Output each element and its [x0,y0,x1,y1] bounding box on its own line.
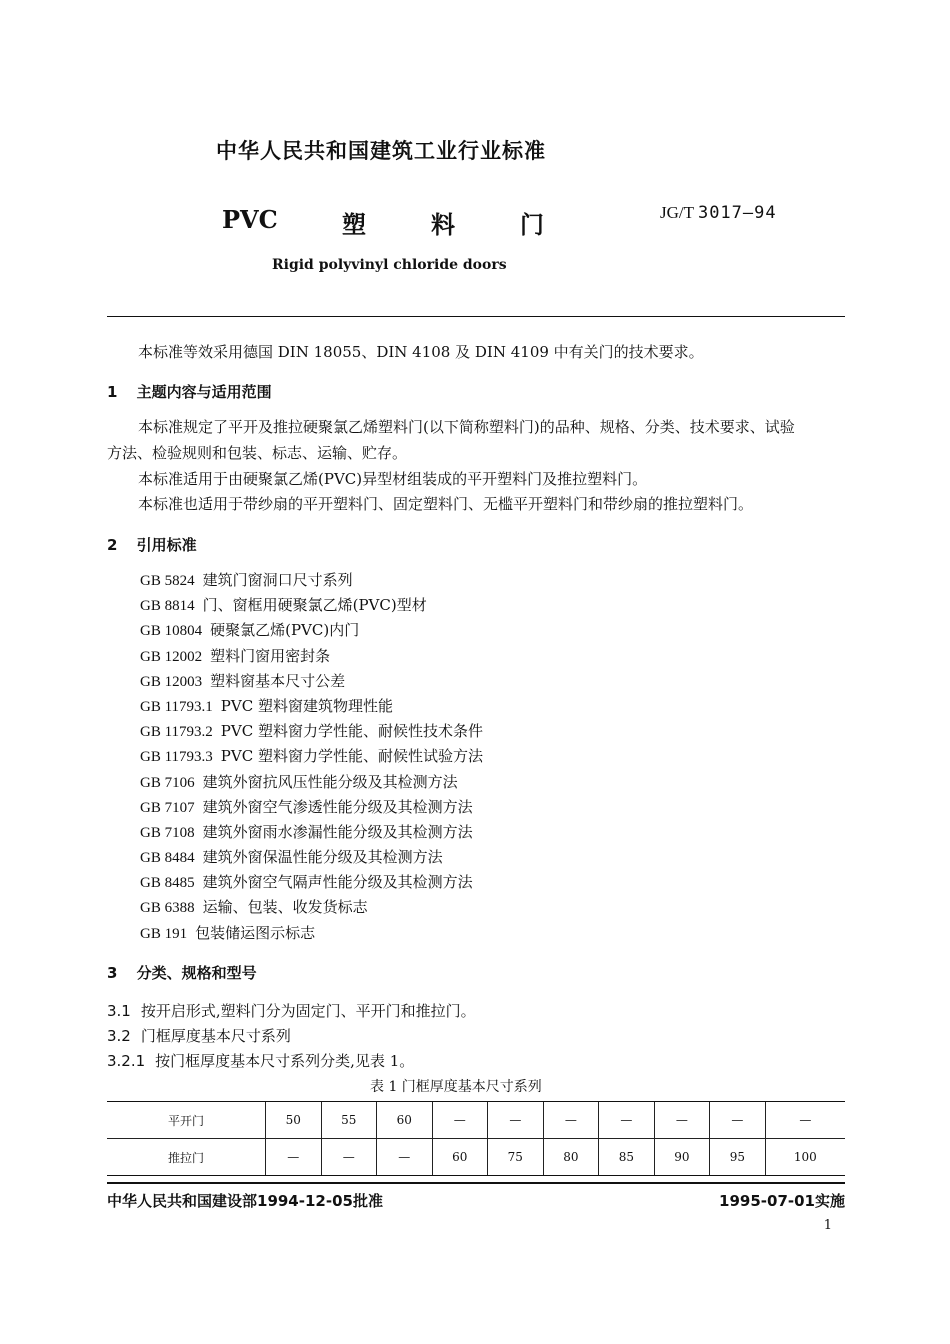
reference-item [140,669,483,694]
section-1-title: 主题内容与适用范围 [136,383,272,401]
table-row-label: 平开门 [107,1102,266,1139]
reference-item [140,593,483,618]
effective-date: 1995-07-01实施 [719,1192,845,1210]
reference-code: GB 11793.2 [140,724,213,741]
reference-item [140,744,483,769]
reference-item [140,895,483,920]
reference-title: 门、窗框用硬聚氯乙烯(PVC)型材 [202,596,427,615]
reference-title: 建筑外窗空气隔声性能分级及其检测方法 [202,873,473,892]
reference-title: 建筑外窗雨水渗漏性能分级及其检测方法 [202,822,473,841]
reference-code: GB 10804 [140,623,203,640]
clause-text: 按门框厚度基本尺寸系列分类,见表 1。 [155,1052,415,1070]
table-cell: 85 [599,1139,655,1176]
reference-item [140,694,483,719]
table-row [107,1102,845,1139]
standard-number: 3017—94 [697,203,777,223]
intro-paragraph: 本标准等效采用德国 DIN 18055、DIN 4108 及 DIN 4109 中有关门的技术要求。 [138,343,704,361]
reference-item [140,618,483,643]
clause-text: 门框厚度基本尺寸系列 [140,1027,291,1045]
title-char-1: 塑 [342,210,366,239]
section-1-para-2: 本标准适用于由硬聚氯乙烯(PVC)异型材组装成的平开塑料门及推拉塑料门。 [138,470,648,488]
table-cell: 80 [543,1139,599,1176]
section-1-heading [107,381,272,402]
table-cell: — [488,1102,544,1139]
title-char-3: 门 [520,210,544,239]
table-cell: — [710,1102,766,1139]
table-cell: 75 [488,1139,544,1176]
reference-code: GB 7106 [140,774,195,791]
title-char-2: 料 [431,210,455,239]
reference-code: GB 6388 [140,900,195,917]
clause-3-2-1 [107,1050,414,1071]
reference-code: GB 191 [140,925,188,942]
reference-title: 运输、包装、收发货标志 [202,898,368,917]
reference-item [140,770,483,795]
table-cell: — [654,1102,710,1139]
reference-item [140,568,483,593]
section-1-number: 1 [107,383,118,401]
reference-title: 包装储运图示标志 [195,923,316,942]
table-cell: — [266,1139,322,1176]
table-row [107,1139,845,1176]
reference-item [140,644,483,669]
table-cell: 50 [266,1102,322,1139]
english-title: Rigid polyvinyl chloride doors [272,257,507,273]
reference-title: PVC 塑料窗力学性能、耐候性试验方法 [220,747,483,766]
reference-title: 塑料窗基本尺寸公差 [210,671,346,690]
reference-item [140,820,483,845]
table-cell: 60 [432,1139,488,1176]
reference-code: GB 12002 [140,648,203,665]
reference-code: GB 11793.3 [140,749,213,766]
reference-item [140,845,483,870]
table-cell: — [321,1139,377,1176]
section-3-heading [107,962,257,983]
reference-title: PVC 塑料窗建筑物理性能 [220,696,393,715]
reference-title: 建筑外窗保温性能分级及其检测方法 [202,848,443,867]
section-3-title: 分类、规格和型号 [136,964,257,982]
title-divider [107,316,845,317]
standard-prefix: JG/T [660,203,694,222]
table-cell: — [599,1102,655,1139]
reference-item [140,870,483,895]
section-2-heading [107,534,197,555]
clause-text: 按开启形式,塑料门分为固定门、平开门和推拉门。 [140,1002,476,1020]
reference-code: GB 7107 [140,799,195,816]
title-pvc: PVC [222,205,278,234]
table-cell: — [765,1102,845,1139]
reference-title: 建筑外窗空气渗透性能分级及其检测方法 [202,797,473,816]
table-cell: — [377,1139,433,1176]
clause-3-2 [107,1025,291,1046]
section-3-number: 3 [107,964,118,982]
section-2-number: 2 [107,536,118,554]
reference-code: GB 11793.1 [140,698,213,715]
reference-code: GB 5824 [140,573,195,589]
table-1-caption: 表 1 门框厚度基本尺寸系列 [370,1079,542,1095]
table-cell: — [432,1102,488,1139]
section-1-para-1a: 本标准规定了平开及推拉硬聚氯乙烯塑料门(以下简称塑料门)的品种、规格、分类、技术要求、试验 [138,418,795,436]
approval-text: 中华人民共和国建设部1994-12-05批准 [107,1192,383,1210]
table-cell: 60 [377,1102,433,1139]
reference-code: GB 12003 [140,673,203,690]
table-cell: 95 [710,1139,766,1176]
section-1-para-1b: 方法、检验规则和包装、标志、运输、贮存。 [107,444,408,462]
table-cell: 55 [321,1102,377,1139]
reference-title: 硬聚氯乙烯(PVC)内门 [210,621,360,640]
clause-number: 3.1 [107,1002,131,1020]
reference-title: PVC 塑料窗力学性能、耐候性技术条件 [220,722,483,741]
reference-item [140,795,483,820]
table-cell: 90 [654,1139,710,1176]
standard-code [660,203,777,223]
reference-item [140,719,483,744]
section-2-title: 引用标准 [136,536,197,554]
reference-code: GB 8485 [140,875,195,892]
reference-title: 塑料门窗用密封条 [210,646,331,665]
reference-item [140,921,483,946]
footer-divider [107,1182,845,1184]
clause-3-1 [107,1000,476,1021]
table-cell: 100 [765,1139,845,1176]
reference-title: 建筑外窗抗风压性能分级及其检测方法 [202,772,458,791]
clause-number: 3.2 [107,1027,131,1045]
section-1-para-3: 本标准也适用于带纱扇的平开塑料门、固定塑料门、无槛平开塑料门和带纱扇的推拉塑料门。 [138,495,754,513]
table-1 [107,1101,845,1176]
reference-code: GB 7108 [140,824,195,841]
reference-code: GB 8484 [140,850,195,867]
page-number: 1 [823,1218,832,1233]
reference-code: GB 8814 [140,598,195,615]
reference-list [140,568,483,946]
reference-title: 建筑门窗洞口尺寸系列 [202,571,353,589]
table-cell: — [543,1102,599,1139]
issuer-header: 中华人民共和国建筑工业行业标准 [216,139,546,163]
clause-number: 3.2.1 [107,1052,146,1070]
table-row-label: 推拉门 [107,1139,266,1176]
